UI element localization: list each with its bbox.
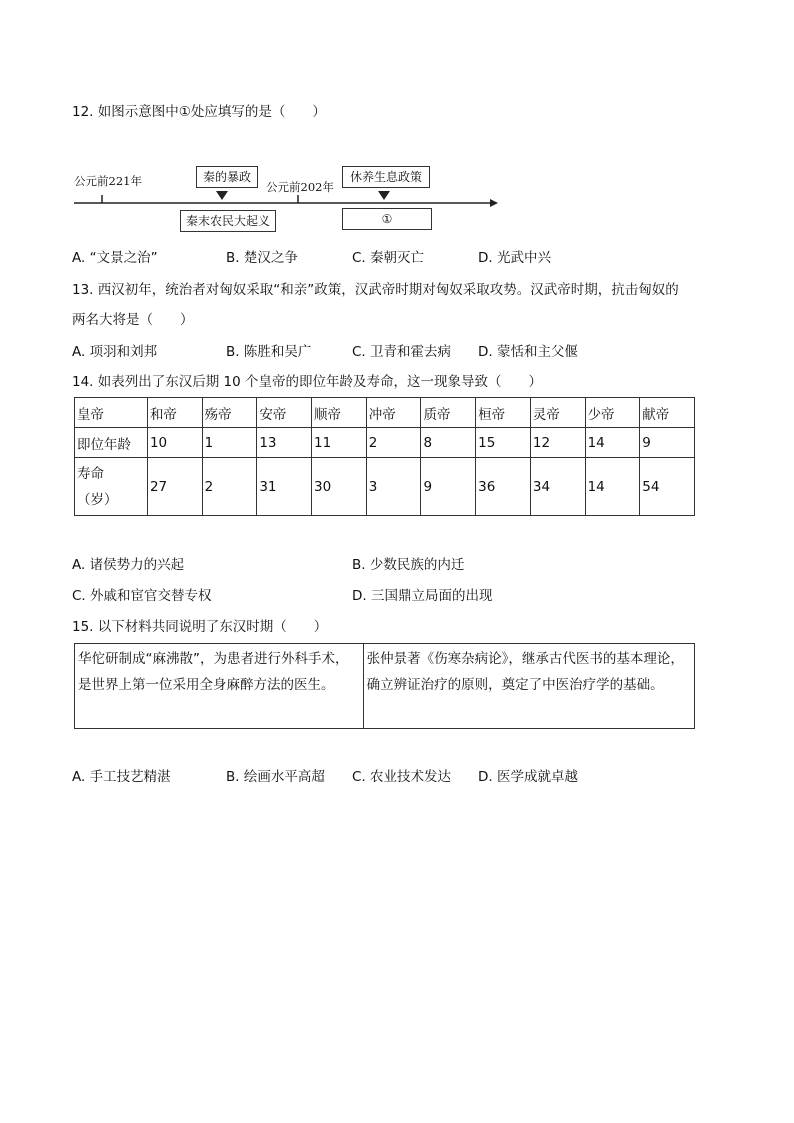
table-cell: 献帝 (640, 398, 695, 428)
table-cell: 11 (312, 428, 367, 458)
table-cell: 10 (147, 428, 202, 458)
table-cell: 34 (530, 458, 585, 516)
table-cell: 顺帝 (312, 398, 367, 428)
table-cell: 13 (257, 428, 312, 458)
table-cell: 桓帝 (476, 398, 531, 428)
table-cell: 3 (366, 458, 421, 516)
q13-stem-line1: 13. 西汉初年，统治者对匈奴采取“和亲”政策，汉武帝时期对匈奴采取攻势。汉武帝时期，抗击匈奴的 (72, 282, 679, 298)
table-cell: 2 (202, 458, 257, 516)
table-cell: 2 (366, 428, 421, 458)
timeline-box-qin-tyranny: 秦的暴政 (196, 166, 258, 188)
table-cell: 27 (147, 458, 202, 516)
table-cell: 安帝 (257, 398, 312, 428)
timeline-box-recuperation-policy: 休养生息政策 (342, 166, 430, 188)
table-cell: 少帝 (585, 398, 640, 428)
q14-option-b[interactable]: B. 少数民族的内迁 (352, 557, 465, 573)
material-left: 华佗研制成“麻沸散”，为患者进行外科手术，是世界上第一位采用全身麻醉方法的医生。 (75, 644, 364, 729)
timeline-box-peasant-uprising: 秦末农民大起义 (180, 210, 276, 232)
q12-option-d[interactable]: D. 光武中兴 (478, 250, 551, 266)
table-cell: 8 (421, 428, 476, 458)
table-cell: 36 (476, 458, 531, 516)
material-right: 张仲景著《伤寒杂病论》，继承古代医书的基本理论，确立辨证治疗的原则，奠定了中医治疗学的基础。 (363, 644, 694, 729)
table-cell: 1 (202, 428, 257, 458)
q14-option-a[interactable]: A. 诸侯势力的兴起 (72, 557, 185, 573)
table-cell: 31 (257, 458, 312, 516)
q14-option-c[interactable]: C. 外戚和宦官交替专权 (72, 588, 212, 604)
table-cell: 和帝 (147, 398, 202, 428)
q14-stem: 14. 如表列出了东汉后期 10 个皇帝的即位年龄及寿命，这一现象导致（ ） (72, 374, 543, 390)
q15-stem: 15. 以下材料共同说明了东汉时期（ ） (72, 619, 328, 635)
table-cell: 质帝 (421, 398, 476, 428)
table-row-emperors (75, 398, 695, 428)
q12-timeline (72, 160, 502, 235)
table-cell: 9 (421, 458, 476, 516)
q13-option-a[interactable]: A. 项羽和刘邦 (72, 344, 158, 360)
table-cell: 14 (585, 458, 640, 516)
table-row-ages (75, 428, 695, 458)
q13-option-c[interactable]: C. 卫青和霍去病 (352, 344, 452, 360)
q13-option-d[interactable]: D. 蒙恬和主父偃 (478, 344, 578, 360)
q15-option-b[interactable]: B. 绘画水平高超 (226, 769, 325, 785)
q14-option-d[interactable]: D. 三国鼎立局面的出现 (352, 588, 493, 604)
timeline-box-blank-1: ① (342, 208, 432, 230)
q12-option-b[interactable]: B. 楚汉之争 (226, 250, 298, 266)
table-cell: 30 (312, 458, 367, 516)
row-header-lifespan-label: 寿命 (77, 465, 104, 482)
table-row-lifespans (75, 458, 695, 516)
table-cell: 灵帝 (530, 398, 585, 428)
table-cell: 9 (640, 428, 695, 458)
emperor-table (74, 397, 695, 516)
q15-option-d[interactable]: D. 医学成就卓越 (478, 769, 578, 785)
row-header-lifespan (75, 458, 148, 516)
materials-table (74, 643, 695, 729)
q15-option-a[interactable]: A. 手工技艺精湛 (72, 769, 171, 785)
table-row (75, 644, 695, 729)
q12-option-c[interactable]: C. 秦朝灭亡 (352, 250, 425, 266)
q12-stem: 12. 如图示意图中①处应填写的是（ ） (72, 104, 326, 120)
arrow-down-icon (378, 191, 390, 200)
arrow-down-icon (216, 191, 228, 200)
q15-option-c[interactable]: C. 农业技术发达 (352, 769, 452, 785)
row-header-lifespan-unit: （岁） (77, 491, 118, 508)
timeline-axis (72, 160, 502, 235)
row-header-age: 即位年龄 (75, 428, 148, 458)
table-cell: 冲帝 (366, 398, 421, 428)
table-cell: 15 (476, 428, 531, 458)
table-cell: 54 (640, 458, 695, 516)
q13-stem-line2: 两名大将是（ ） (72, 312, 194, 328)
table-cell: 12 (530, 428, 585, 458)
q12-option-a[interactable]: A. “文景之治” (72, 250, 158, 266)
row-header-emperor: 皇帝 (75, 398, 148, 428)
timeline-left-year: 公元前221年 (74, 174, 142, 188)
q13-option-b[interactable]: B. 陈胜和吴广 (226, 344, 312, 360)
table-cell: 14 (585, 428, 640, 458)
timeline-mid-year: 公元前202年 (266, 180, 334, 194)
table-cell: 殇帝 (202, 398, 257, 428)
